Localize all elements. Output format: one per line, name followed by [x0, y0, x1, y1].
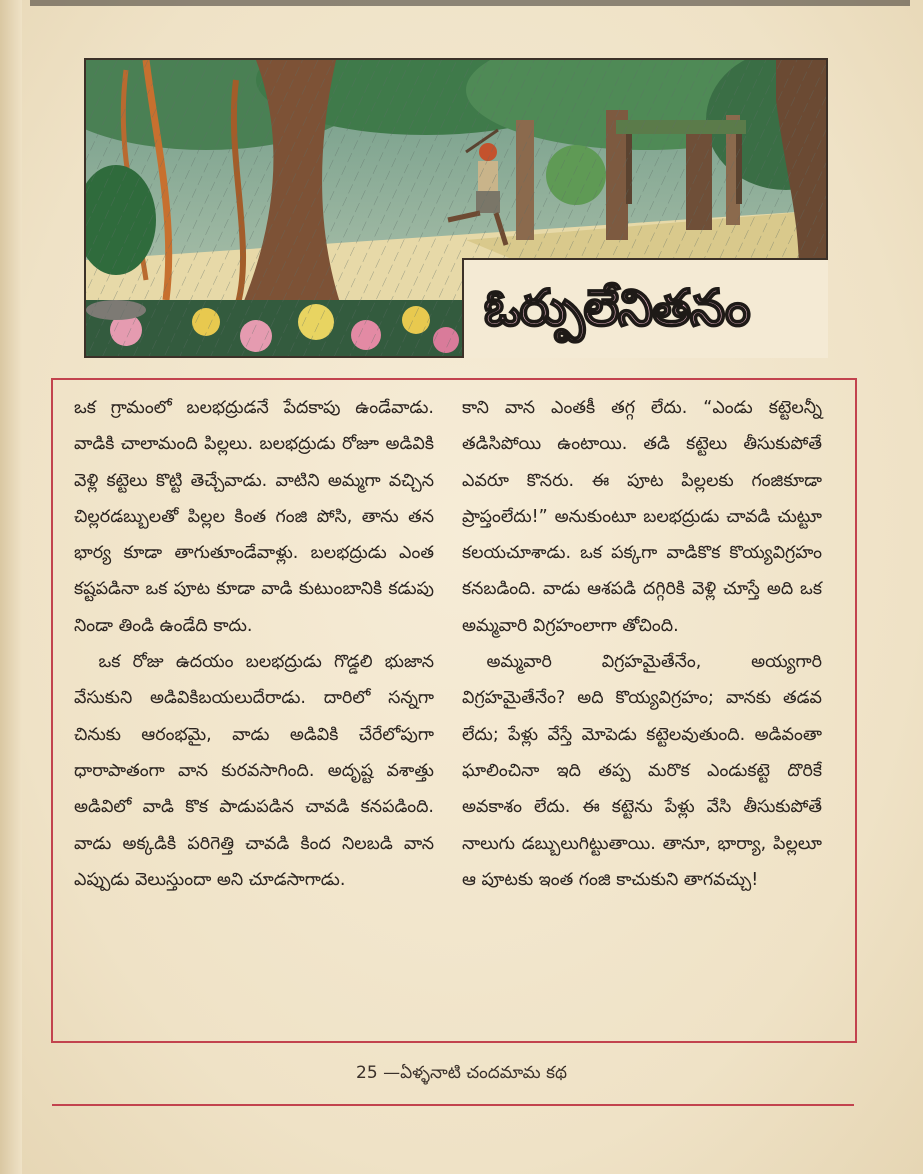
- story-title: ఓర్పులేనితనం: [484, 278, 750, 337]
- title-panel: [462, 258, 828, 358]
- story-paragraph: ఒక గ్రామంలో బలభద్రుడనే పేదకాపు ఉండేవాడు. వాడికి చాలామంది పిల్లలు. బలభద్రుడు రోజూ అడివికి వెళ్లి కట్టెలు కొట్టి తెచ్చేవాడు. వాటిని అమ్మగా వచ్చిన చిల్లరడబ్బులతో పిల్లల కింత గంజి పోసి, తాను తన భార్య కూడా తాగుతూండేవాళ్లు. బలభద్రుడు ఎంత కష్టపడినా ఒక పూట కూడా వాడి కుటుంబానికి కడుపు నిండా తిండి ఉండేది కాదు.: [74, 398, 434, 636]
- story-paragraph: కాని వాన ఎంతకీ తగ్గ లేదు. “ఎండు కట్టెలన్నీ తడిసిపోయి ఉంటాయి. తడి కట్టెలు తీసుకుపోతే ఎవరూ కొనరు. ఈ పూట పిల్లలకు గంజికూడా ప్రాప్తంలేదు!” అనుకుంటూ బలభద్రుడు చావడి చుట్టూ కలయచూశాడు. ఒక పక్కగా వాడికొక కొయ్యవిగ్రహం కనబడింది. వాడు ఆశపడి దగ్గిరికి వెళ్లి చూస్తే అది ఒక అమ్మవారి విగ్రహంలాగా తోచింది.: [462, 398, 822, 636]
- story-column-right: [462, 390, 822, 898]
- footer-rule: [52, 1104, 854, 1106]
- page-top-edge: [30, 0, 910, 6]
- story-column-left: [74, 390, 434, 898]
- series-name: —ఏళ్ళనాటి చందమామ కథ: [383, 1063, 567, 1083]
- page-binding-edge: [0, 0, 22, 1174]
- story-paragraph: అమ్మవారి విగ్రహమైతేనేం, అయ్యగారి విగ్రహమైతేనేం? అది కొయ్యవిగ్రహం; వానకు తడవ లేదు; పేళ్లు వేస్తే మోపెడు కట్టెలవుతుంది. అడివంతా ఘాలించినా ఇది తప్ప మరొక ఎండుకట్టె దొరికే అవకాశం లేదు. ఈ కట్టెను పేళ్లు వేసి తీసుకుపోతే నాలుగు డబ్బులుగిట్టుతాయి. తానూ, భార్యా, పిల్లలూ ఆ పూటకు ఇంత గంజి కాచుకుని తాగవచ్చు!: [462, 652, 822, 890]
- page-number: 25: [356, 1063, 378, 1083]
- page-footer: [0, 1063, 923, 1087]
- story-paragraph: ఒక రోజు ఉదయం బలభద్రుడు గొడ్డలి భుజాన వేసుకుని అడివికిబయలుదేరాడు. దారిలో సన్నగా చినుకు ఆరంభమై, వాడు అడివికి చేరేలోపుగా ధారాపాతంగా వాన కురవసాగింది. అదృష్ట వశాత్తు అడివిలో వాడి కొక పాడుపడిన చావడి కనపడింది. వాడు అక్కడికి పరిగెత్తి చావడి కింద నిలబడి వాన ఎప్పుడు వెలుస్తుందా అని చూడసాగాడు.: [74, 652, 434, 890]
